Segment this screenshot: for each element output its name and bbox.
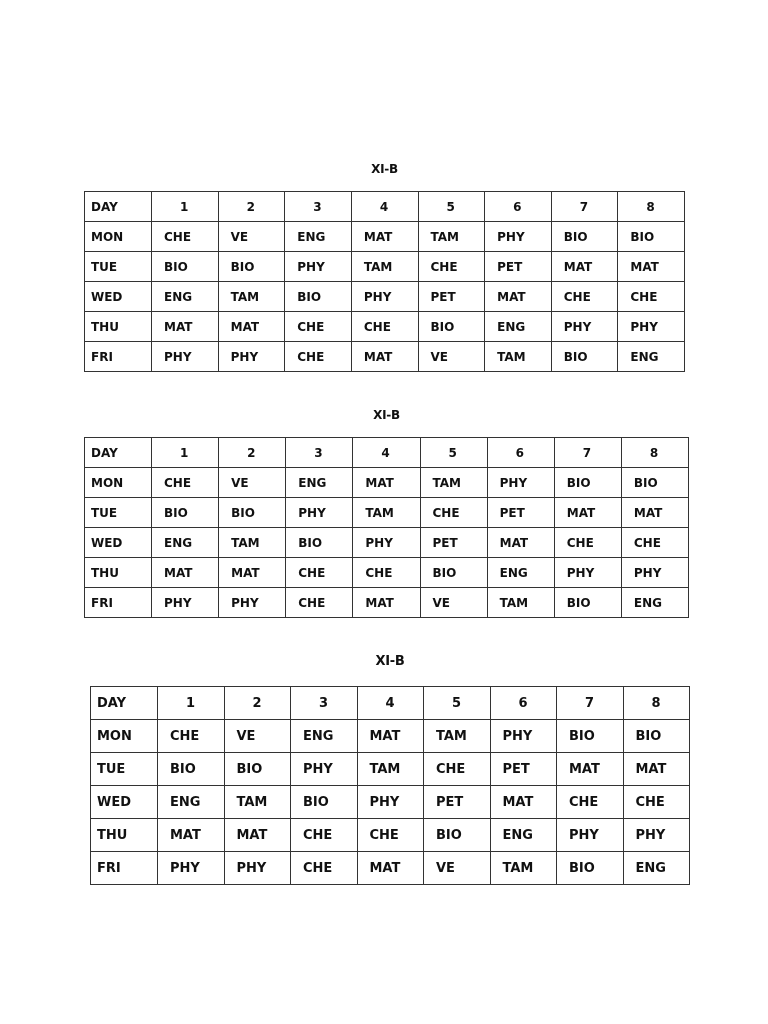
subject-cell: BIO [551,222,618,252]
day-cell: TUE [85,498,152,528]
day-cell: MON [91,720,158,753]
subject-cell: MAT [152,558,219,588]
table-row [91,786,690,819]
subject-cell: TAM [219,528,286,558]
timetable-block-2 [84,404,689,622]
subject-cell: CHE [353,558,420,588]
subject-cell: PHY [218,342,285,372]
period-header-cell: 2 [224,687,291,720]
subject-cell: TAM [424,720,491,753]
period-header-cell: 1 [152,192,219,222]
subject-cell: PET [424,786,491,819]
subject-cell: PHY [152,588,219,618]
subject-cell: PHY [219,588,286,618]
timetable-title: XI-B [375,654,405,669]
timetable-header-row [91,687,690,720]
table-row [85,252,685,282]
subject-cell: PHY [351,282,418,312]
subject-cell: CHE [285,342,352,372]
table-row [85,468,689,498]
timetable-table [84,191,685,372]
subject-cell: ENG [158,786,225,819]
subject-cell: PHY [285,252,352,282]
subject-cell: PET [487,498,554,528]
subject-cell: BIO [218,252,285,282]
subject-cell: ENG [487,558,554,588]
subject-cell: CHE [424,753,491,786]
timetable-title: XI-B [373,408,400,422]
subject-cell: ENG [291,720,358,753]
subject-cell: CHE [618,282,685,312]
subject-cell: CHE [286,588,353,618]
subject-cell: PHY [557,819,624,852]
table-row [85,558,689,588]
day-cell: THU [85,312,152,342]
subject-cell: PHY [551,312,618,342]
subject-cell: ENG [621,588,688,618]
table-row [85,498,689,528]
subject-cell: ENG [152,282,219,312]
table-row [91,720,690,753]
table-row [85,588,689,618]
subject-cell: TAM [353,498,420,528]
period-header-cell: 5 [424,687,491,720]
subject-cell: MAT [485,282,552,312]
subject-cell: VE [424,852,491,885]
timetable-table [90,686,690,885]
subject-cell: BIO [424,819,491,852]
subject-cell: MAT [218,312,285,342]
timetable-header-row [85,438,689,468]
subject-cell: BIO [554,588,621,618]
day-cell: THU [91,819,158,852]
subject-cell: MAT [353,468,420,498]
subject-cell: BIO [219,498,286,528]
subject-cell: TAM [224,786,291,819]
subject-cell: PHY [623,819,690,852]
subject-cell: BIO [420,558,487,588]
period-header-cell: 6 [487,438,554,468]
subject-cell: CHE [285,312,352,342]
period-header-cell: 7 [554,438,621,468]
subject-cell: VE [418,342,485,372]
subject-cell: ENG [285,222,352,252]
day-cell: WED [85,528,152,558]
timetable-title: XI-B [371,162,398,176]
period-header-cell: 7 [551,192,618,222]
subject-cell: CHE [621,528,688,558]
subject-cell: CHE [158,720,225,753]
subject-cell: TAM [351,252,418,282]
day-cell: MON [85,468,152,498]
subject-cell: TAM [487,588,554,618]
subject-cell: BIO [152,252,219,282]
subject-cell: CHE [554,528,621,558]
subject-cell: BIO [152,498,219,528]
subject-cell: BIO [286,528,353,558]
subject-cell: VE [218,222,285,252]
subject-cell: MAT [158,819,225,852]
subject-cell: VE [219,468,286,498]
subject-cell: PHY [554,558,621,588]
subject-cell: CHE [291,819,358,852]
period-header-cell: 8 [623,687,690,720]
subject-cell: ENG [485,312,552,342]
timetable-block-1 [84,158,685,376]
subject-cell: ENG [152,528,219,558]
period-header-cell: 3 [291,687,358,720]
subject-cell: MAT [487,528,554,558]
period-header-cell: 5 [418,192,485,222]
subject-cell: MAT [554,498,621,528]
subject-cell: MAT [623,753,690,786]
subject-cell: PHY [621,558,688,588]
subject-cell: ENG [286,468,353,498]
subject-cell: BIO [551,342,618,372]
subject-cell: TAM [357,753,424,786]
subject-cell: PHY [286,498,353,528]
timetable-body [91,687,690,885]
day-cell: MON [85,222,152,252]
subject-cell: CHE [286,558,353,588]
subject-cell: CHE [357,819,424,852]
subject-cell: MAT [219,558,286,588]
subject-cell: PHY [353,528,420,558]
subject-cell: MAT [490,786,557,819]
subject-cell: CHE [623,786,690,819]
subject-cell: PET [418,282,485,312]
subject-cell: MAT [351,222,418,252]
subject-cell: CHE [291,852,358,885]
table-row [91,753,690,786]
subject-cell: BIO [291,786,358,819]
period-header-cell: 4 [357,687,424,720]
subject-cell: BIO [557,852,624,885]
day-cell: FRI [85,342,152,372]
subject-cell: VE [224,720,291,753]
subject-cell: CHE [557,786,624,819]
table-row [85,222,685,252]
subject-cell: BIO [224,753,291,786]
period-header-cell: 8 [621,438,688,468]
subject-cell: MAT [551,252,618,282]
subject-cell: BIO [158,753,225,786]
subject-cell: PET [420,528,487,558]
subject-cell: MAT [557,753,624,786]
subject-cell: CHE [351,312,418,342]
period-header-cell: 3 [286,438,353,468]
subject-cell: MAT [351,342,418,372]
subject-cell: PHY [485,222,552,252]
subject-cell: TAM [418,222,485,252]
subject-cell: BIO [557,720,624,753]
period-header-cell: 6 [490,687,557,720]
period-header-cell: 1 [152,438,219,468]
timetable-table [84,437,689,618]
subject-cell: PHY [224,852,291,885]
subject-cell: MAT [224,819,291,852]
subject-cell: CHE [152,222,219,252]
period-header-cell: 5 [420,438,487,468]
subject-cell: MAT [357,852,424,885]
subject-cell: CHE [152,468,219,498]
subject-cell: CHE [418,252,485,282]
subject-cell: MAT [618,252,685,282]
table-row [85,528,689,558]
period-header-cell: 8 [618,192,685,222]
subject-cell: PET [490,753,557,786]
day-header-cell: DAY [91,687,158,720]
period-header-cell: 2 [219,438,286,468]
period-header-cell: 6 [485,192,552,222]
period-header-cell: 3 [285,192,352,222]
day-cell: WED [85,282,152,312]
subject-cell: BIO [623,720,690,753]
timetable-header-row [85,192,685,222]
timetable-body [85,192,685,372]
subject-cell: MAT [152,312,219,342]
subject-cell: PHY [487,468,554,498]
subject-cell: CHE [551,282,618,312]
table-row [85,342,685,372]
subject-cell: TAM [420,468,487,498]
table-row [85,312,685,342]
subject-cell: PHY [291,753,358,786]
subject-cell: BIO [618,222,685,252]
subject-cell: MAT [357,720,424,753]
subject-cell: PHY [357,786,424,819]
subject-cell: PET [485,252,552,282]
subject-cell: ENG [618,342,685,372]
subject-cell: TAM [490,852,557,885]
timetable-block-3 [90,650,690,890]
subject-cell: PHY [158,852,225,885]
subject-cell: BIO [621,468,688,498]
subject-cell: MAT [621,498,688,528]
table-row [91,819,690,852]
table-row [91,852,690,885]
period-header-cell: 4 [351,192,418,222]
subject-cell: ENG [623,852,690,885]
subject-cell: VE [420,588,487,618]
period-header-cell: 7 [557,687,624,720]
subject-cell: CHE [420,498,487,528]
day-cell: FRI [85,588,152,618]
subject-cell: PHY [618,312,685,342]
subject-cell: PHY [152,342,219,372]
subject-cell: ENG [490,819,557,852]
table-row [85,282,685,312]
period-header-cell: 4 [353,438,420,468]
subject-cell: PHY [490,720,557,753]
subject-cell: BIO [285,282,352,312]
day-header-cell: DAY [85,438,152,468]
period-header-cell: 2 [218,192,285,222]
subject-cell: MAT [353,588,420,618]
period-header-cell: 1 [158,687,225,720]
subject-cell: TAM [218,282,285,312]
subject-cell: BIO [554,468,621,498]
day-cell: THU [85,558,152,588]
day-cell: TUE [91,753,158,786]
day-cell: TUE [85,252,152,282]
timetable-body [85,438,689,618]
day-header-cell: DAY [85,192,152,222]
subject-cell: BIO [418,312,485,342]
day-cell: WED [91,786,158,819]
day-cell: FRI [91,852,158,885]
subject-cell: TAM [485,342,552,372]
